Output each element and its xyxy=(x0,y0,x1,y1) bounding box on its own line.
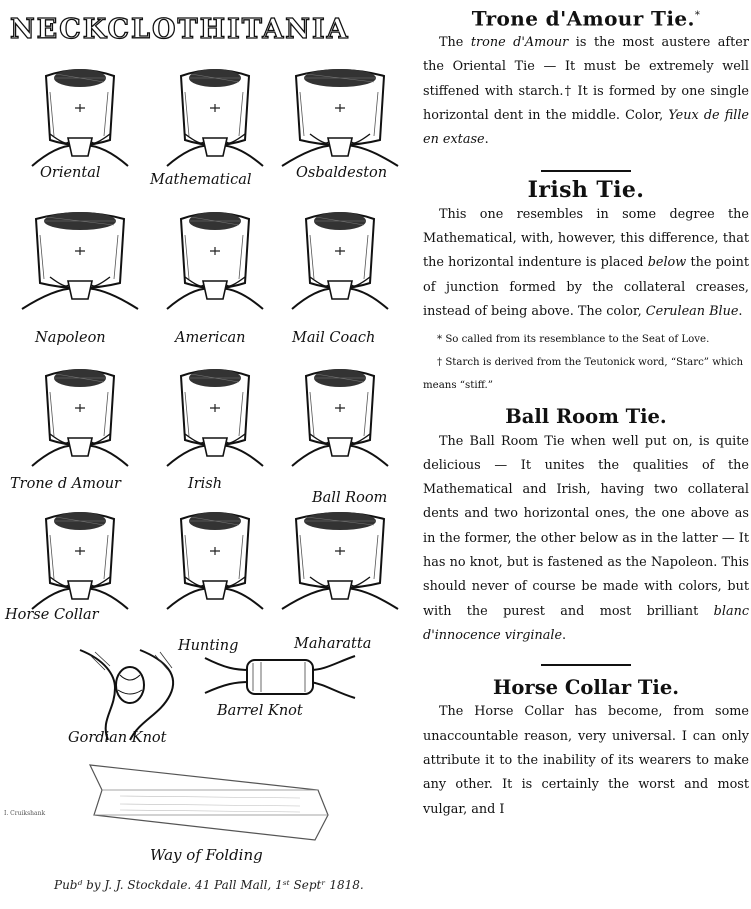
caption-horse-collar: Horse Collar xyxy=(5,607,99,623)
heading-irish: Irish Tie. xyxy=(527,177,645,204)
caption-maharatta: Maharatta xyxy=(294,636,372,652)
caption-gordian-knot: Gordian Knot xyxy=(68,730,167,746)
plate-title: NECKCLOTHITANIA xyxy=(10,14,350,45)
neckcloth-american-illustration xyxy=(160,205,270,315)
heading-trone-d-amour: Trone d'Amour Tie.* xyxy=(471,6,701,31)
neckcloth-oriental-illustration xyxy=(25,62,135,172)
caption-way-of-folding: Way of Folding xyxy=(150,846,263,864)
footnote-dagger: † Starch is derived from the Teutonick word, “Starc” which means “stiff.” xyxy=(423,357,744,392)
neckcloth-hunting-illustration xyxy=(160,505,270,615)
barrel-knot-illustration xyxy=(205,648,355,708)
paragraph-horse-collar: The Horse Collar has become, from some unaccountable reason, very universal. I can only attribute it to the inability of its wearers to make any other. It is certainly the worst and most vulgar, and I xyxy=(423,704,749,817)
engraver-credit: I. Cruikshank xyxy=(4,810,46,817)
caption-trone-d-amour: Trone d Amour xyxy=(10,476,121,492)
publisher-imprint: Pubᵈ by J. J. Stockdale. 41 Pall Mall, 1ˢᵗ Septʳ 1818. xyxy=(54,878,364,892)
neckcloth-irish-illustration xyxy=(160,362,270,472)
neckcloth-napoleon-illustration xyxy=(25,205,135,315)
caption-napoleon: Napoleon xyxy=(35,330,106,346)
caption-barrel-knot: Barrel Knot xyxy=(217,703,303,719)
caption-ball-room: Ball Room xyxy=(312,490,388,506)
neckcloth-horse-collar-illustration xyxy=(25,505,135,615)
neckcloth-maharatta-illustration xyxy=(285,505,395,615)
caption-osbaldeston: Osbaldeston xyxy=(296,165,388,181)
caption-hunting: Hunting xyxy=(178,638,239,654)
paragraph-trone-d-amour: The trone d'Amour is the most austere after the Oriental Tie — It must be extremely well stiffened with starch.† It is formed by one single horizontal dent in the middle. Color, Yeux de fille en extase. xyxy=(423,34,750,148)
caption-irish: Irish xyxy=(188,476,223,492)
heading-horse-collar: Horse Collar Tie. xyxy=(492,676,680,700)
neckcloth-mail-coach-illustration xyxy=(285,205,395,315)
neckcloth-osbaldeston-illustration xyxy=(285,62,395,172)
caption-oriental: Oriental xyxy=(40,165,101,181)
neckcloth-trone-d-amour-illustration xyxy=(25,362,135,472)
heading-ball-room: Ball Room Tie. xyxy=(505,405,667,429)
caption-mail-coach: Mail Coach xyxy=(292,330,376,346)
neckcloth-mathematical-illustration xyxy=(160,62,270,172)
footnote-star: * So called from its resemblance to the Seat of Love. xyxy=(437,334,710,346)
caption-american: American xyxy=(175,330,246,346)
paragraph-ball-room: The Ball Room Tie when well put on, is quite delicious — It unites the qualities of the Mathematical and Irish, having two collateral dents and two horizontal ones, the one above as in the former, the other below as in the latter — It has no knot, but is fastened as the Napoleon. This should never of course be made with colors, but with the purest and most brilliant blanc d'innocence virginale. xyxy=(423,433,749,643)
caption-mathematical: Mathematical xyxy=(150,172,252,188)
neckcloth-ball-room-illustration xyxy=(285,362,395,472)
article-text xyxy=(423,0,749,822)
paragraph-irish: This one resembles in some degree the Mathematical, with, however, this difference, that the horizontal indenture is placed below the point of junction formed by the collateral creases, instead of being above. The color, Cerulean Blue. xyxy=(423,206,749,319)
